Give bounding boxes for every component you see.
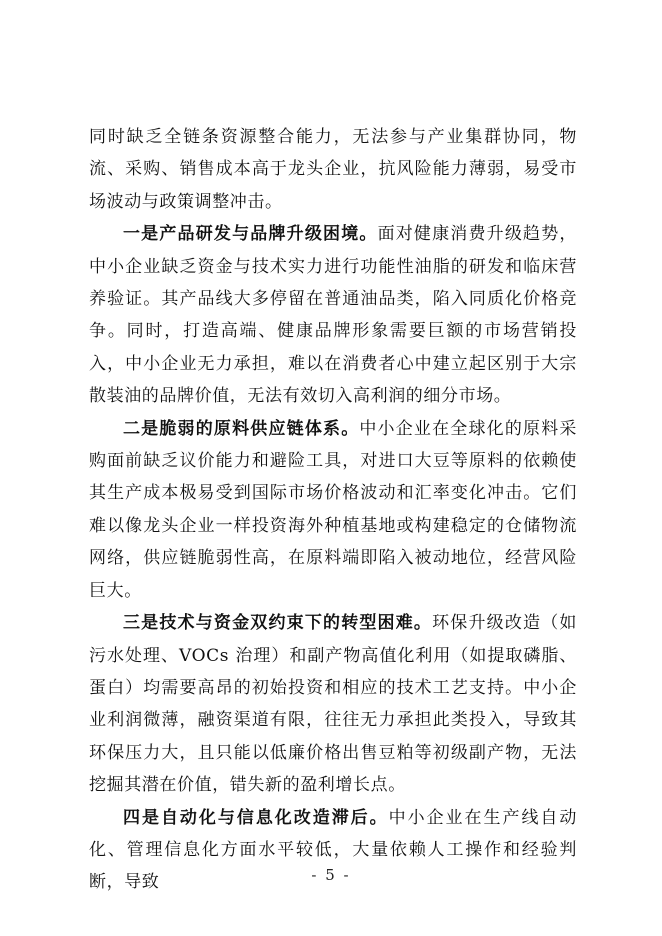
paragraph-text: 中小企业在全球化的原料采购面前缺乏议价能力和避险工具，对进口大豆等原料的依赖使其生产成本极易受到国际市场价格波动和汇率变化冲击。它们难以像龙头企业一样投资海外种植基地或构建稳定的仓储物流网络，供应链脆弱性高，在原料端即陷入被动地位，经营风险巨大。	[89, 418, 577, 601]
paragraph-heading: 三是技术与资金双约束下的转型困难。	[123, 613, 433, 634]
paragraph-tech-capital	[89, 607, 577, 801]
paragraph-continuation	[89, 121, 577, 218]
paragraph-product-brand	[89, 218, 577, 412]
paragraph-supply-chain	[89, 413, 577, 607]
paragraph-text: 同时缺乏全链条资源整合能力，无法参与产业集群协同，物流、采购、销售成本高于龙头企业，抗风险能力薄弱，易受市场波动与政策调整冲击。	[89, 127, 577, 212]
paragraph-heading: 二是脆弱的原料供应链体系。	[123, 418, 360, 439]
page-number: - 5 -	[311, 866, 351, 884]
paragraph-text: 环保升级改造（如污水处理、VOCs 治理）和副产物高值化利用（如提取磷脂、蛋白）均需要高昂的初始投资和相应的技术工艺支持。中小企业利润微薄，融资渠道有限，往往无力承担此类投入，导致其环保压力大，且只能以低廉价格出售豆粕等初级副产物，无法挖掘其潜在价值，错失新的盈利增长点。	[89, 613, 577, 796]
paragraph-heading: 一是产品研发与品牌升级困境。	[123, 224, 378, 245]
paragraph-heading: 四是自动化与信息化改造滞后。	[123, 807, 389, 828]
paragraph-text: 中小企业在生产线自动化、管理信息化方面水平较低，大量依赖人工操作和经验判断，导致	[89, 807, 578, 893]
paragraph-text: 面对健康消费升级趋势，中小企业缺乏资金与技术实力进行功能性油脂的研发和临床营养验证。其产品线大多停留在普通油品类，陷入同质化价格竞争。同时，打造高端、健康品牌形象需要巨额的市场营销投入，中小企业无力承担，难以在消费者心中建立起区别于大宗散装油的品牌价值，无法有效切入高利润的细分市场。	[89, 224, 577, 407]
document-body	[89, 121, 577, 899]
paragraph-automation	[89, 802, 577, 899]
